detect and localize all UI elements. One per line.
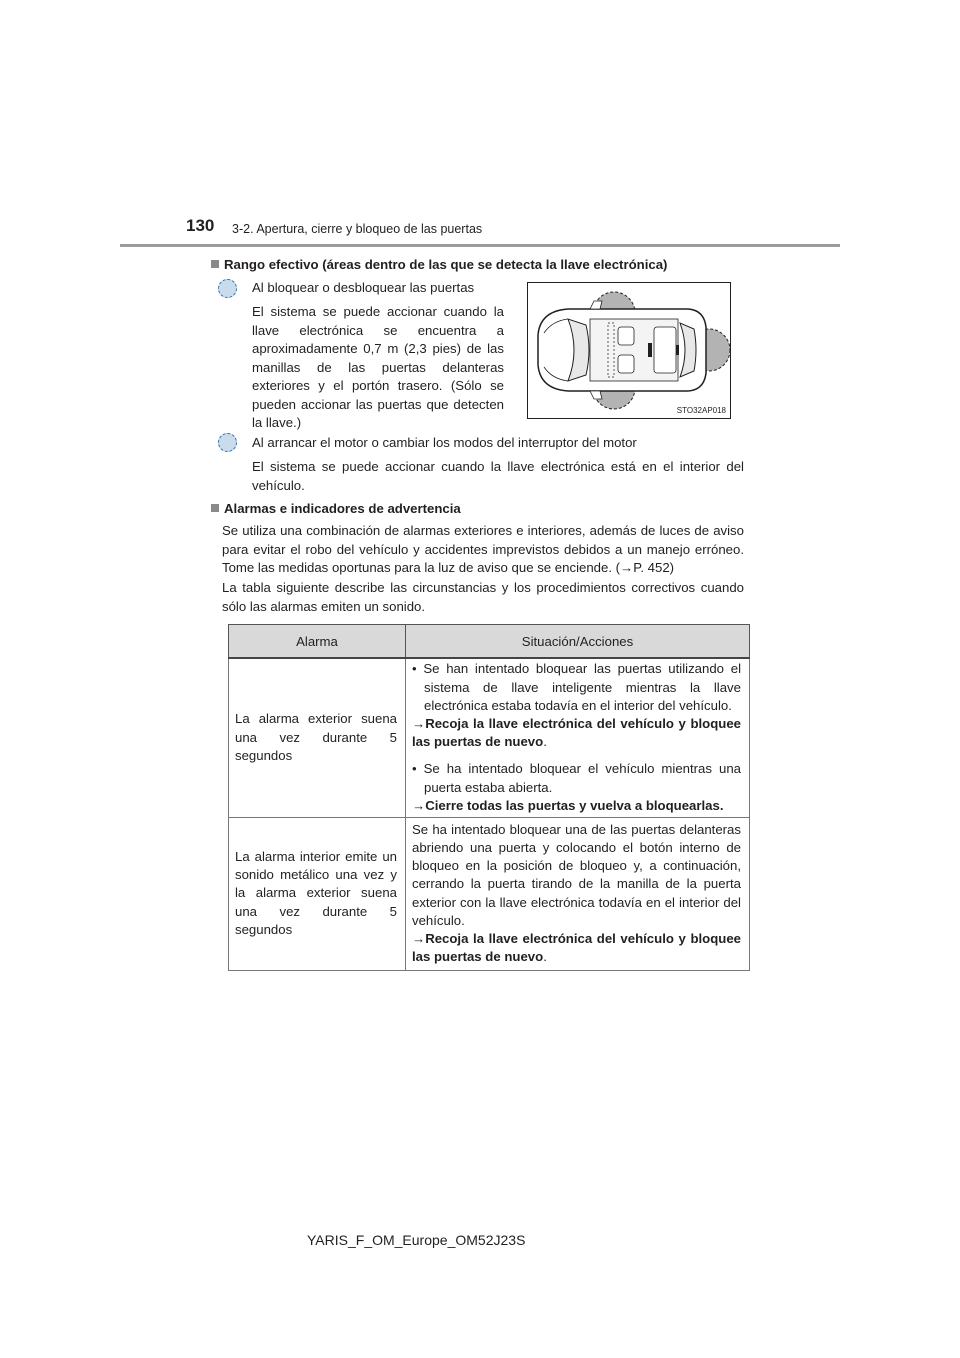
- alarm-para2: La tabla siguiente describe las circunstancias y los procedimientos correctivos cuando sólo las alarmas emiten un sonido.: [222, 580, 744, 614]
- item1-title: Al bloquear o desbloquear las puertas: [252, 280, 475, 295]
- action-text: →Recoja la llave electrónica del vehículo y bloquee las puertas de nuevo.: [412, 930, 741, 965]
- alarm-cell: La alarma interior emite un sonido metálico una vez y la alarma exterior suena una vez durante 5 segundos: [229, 817, 406, 970]
- table-row: [229, 658, 750, 817]
- square-bullet-icon: [211, 260, 219, 268]
- footer-code: YARIS_F_OM_Europe_OM52J23S: [307, 1232, 526, 1248]
- square-bullet-icon: [211, 504, 219, 512]
- action-text: →Recoja la llave electrónica del vehículo y bloquee las puertas de nuevo.: [412, 716, 741, 750]
- situation-cell: [406, 817, 750, 970]
- action-text: →Cierre todas las puertas y vuelva a bloquearlas.: [412, 797, 724, 813]
- situation-bullet: • Se ha intentado bloquear el vehículo mientras una puerta estaba abierta.: [412, 761, 741, 795]
- col-header-situation: Situación/Acciones: [406, 625, 750, 659]
- car-top-view-icon: [528, 283, 730, 418]
- situation-bullet: • Se han intentado bloquear las puertas utilizando el sistema de llave inteligente mientras la llave electrónica estaba todavía en el interior del vehículo.: [412, 661, 741, 713]
- table-row: [229, 817, 750, 970]
- alarm-heading: Alarmas e indicadores de advertencia: [211, 500, 461, 518]
- situation-text: Se ha intentado bloquear una de las puertas delanteras abriendo una puerta y colocando el botón interno de bloqueo en la posición de bloqueo y, a continuación, cerrando la puerta tirando de la manilla de la puerta exterior con la llave electrónica todavía en el interior del vehículo.: [412, 821, 741, 928]
- number-circle-icon: [218, 433, 237, 452]
- item2-title: Al arrancar el motor o cambiar los modos del interruptor del motor: [252, 435, 637, 450]
- detection-range-figure: [527, 282, 731, 419]
- header-rule: [120, 244, 840, 247]
- figure-code: STO32AP018: [676, 406, 726, 415]
- item1-text: El sistema se puede accionar cuando la llave electrónica se encuentra a aproximadamente 0,7 m (2,3 pies) de las manillas de las puertas delanteras exteriores y el portón trasero. (Sólo se pueden accionar las puertas que detecten la llave.): [252, 304, 504, 430]
- situation-cell: [406, 658, 750, 817]
- section-title: 3-2. Apertura, cierre y bloqueo de las puertas: [232, 222, 483, 236]
- number-circle-icon: [218, 279, 237, 298]
- alarm-cell: La alarma exterior suena una vez durante 5 segundos: [229, 658, 406, 817]
- item2-text: El sistema se puede accionar cuando la llave electrónica está en el interior del vehículo.: [252, 459, 744, 493]
- alarm-table: [228, 624, 750, 971]
- range-heading: Rango efectivo (áreas dentro de las que se detecta la llave electrónica): [211, 256, 667, 274]
- col-header-alarm: Alarma: [229, 625, 406, 659]
- page-number: 130: [186, 216, 215, 235]
- table-header-row: [229, 625, 750, 659]
- alarm-para1: Se utiliza una combinación de alarmas exteriores e interiores, además de luces de aviso para evitar el robo del vehículo y accidentes imprevistos debidos a un manejo erróneo. Tome las medidas oportunas para la luz de aviso que se enciende. (→P. 452): [222, 523, 744, 575]
